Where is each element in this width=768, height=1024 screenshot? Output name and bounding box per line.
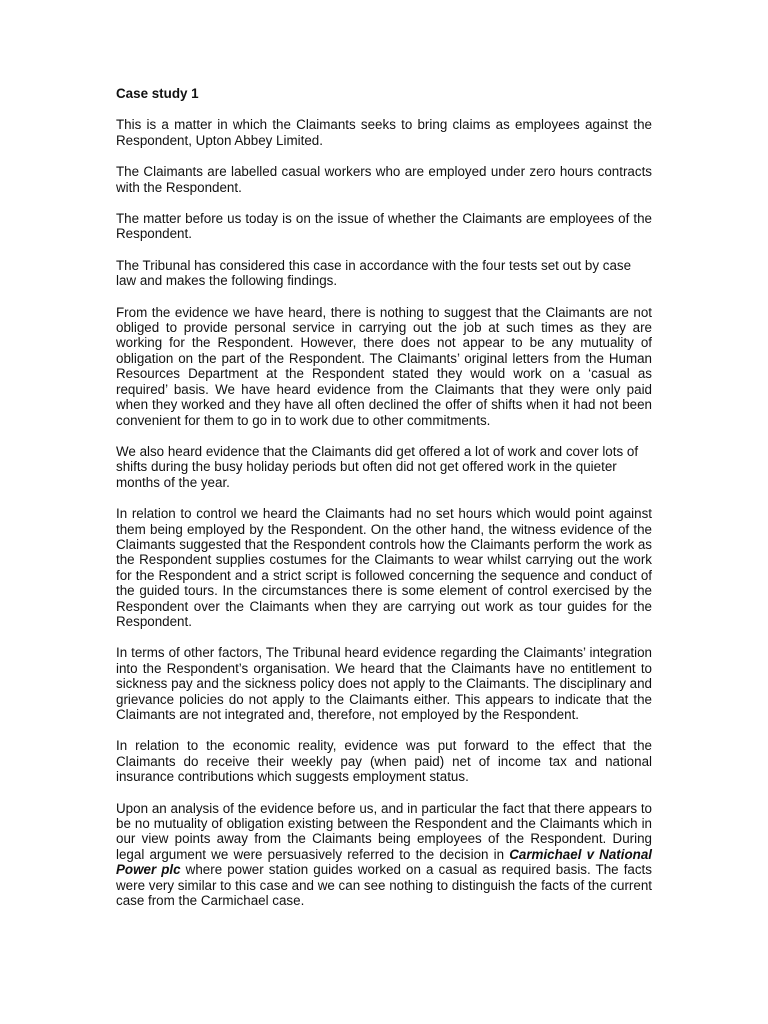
paragraph-integration: In terms of other factors, The Tribunal heard evidence regarding the Claimants’ integration into the Respondent’s organisation. We heard that the Claimants have no entitlement to sickness pay and the sickness policy does not apply to the Claimants. The disciplinary and grievance policies do not apply to the Claimants either. This appears to indicate that the Claimants are not integrated and, therefore, not employed by the Respondent. bbox=[116, 645, 652, 722]
paragraph-tests: The Tribunal has considered this case in accordance with the four tests set out by case law and makes the following findings. bbox=[116, 257, 632, 289]
paragraph-casual-workers: The Claimants are labelled casual workers who are employed under zero hours contracts with the Respondent. bbox=[116, 164, 652, 195]
paragraph-matter: The matter before us today is on the issue of whether the Claimants are employees of the Respondent. bbox=[116, 211, 652, 242]
paragraph-economic-reality: In relation to the economic reality, evidence was put forward to the effect that the Claimants do receive their weekly pay (when paid) net of income tax and national insurance contributions which suggests employment status. bbox=[116, 738, 652, 785]
paragraph-intro: This is a matter in which the Claimants seeks to bring claims as employees against the Respondent, Upton Abbey Limited. bbox=[116, 117, 652, 148]
paragraph-control: In relation to control we heard the Claimants had no set hours which would point against them being employed by the Respondent. On the other hand, the witness evidence of the Claimants suggested that the Respondent controls how the Claimants perform the work as the Respondent supplies costumes for the Claimants to wear whilst carrying out the work for the Respondent and a strict script is followed concerning the sequence and conduct of the guided tours. In the circumstances there is some element of control exercised by the Respondent over the Claimants when they are carrying out work as tour guides for the Respondent. bbox=[116, 506, 652, 629]
paragraph-conclusion bbox=[116, 801, 652, 909]
paragraph-mutuality: From the evidence we have heard, there is nothing to suggest that the Claimants are not obliged to provide personal service in carrying out the job at such times as they are working for the Respondent. However, there does not appear to be any mutuality of obligation on the part of the Respondent. The Claimants’ original letters from the Human Resources Department at the Respondent stated they would work on a ‘casual as required’ basis. We have heard evidence from the Claimants that they were only paid when they worked and they have all often declined the offer of shifts when it had not been convenient for them to go in to work due to other commitments. bbox=[116, 304, 652, 428]
conclusion-text-after: where power station guides worked on a casual as required basis. The facts were very similar to this case and we can see nothing to distinguish the facts of the current case from the Carmichael case. bbox=[116, 862, 652, 909]
document-title: Case study 1 bbox=[116, 86, 199, 101]
document-page bbox=[116, 86, 652, 924]
case-citation: Carmichael v National Power plc bbox=[116, 846, 652, 878]
paragraph-offered-work: We also heard evidence that the Claimants did get offered a lot of work and cover lots of shifts during the busy holiday periods but often did not get offered work in the quieter months of the year. bbox=[116, 443, 639, 490]
conclusion-text-before: Upon an analysis of the evidence before us, and in particular the fact that there appears to be no mutuality of obligation existing between the Respondent and the Claimants which in our view points away from the Claimants being employees of the Respondent. During legal argument we were persuasively referred to the decision in bbox=[116, 800, 652, 862]
